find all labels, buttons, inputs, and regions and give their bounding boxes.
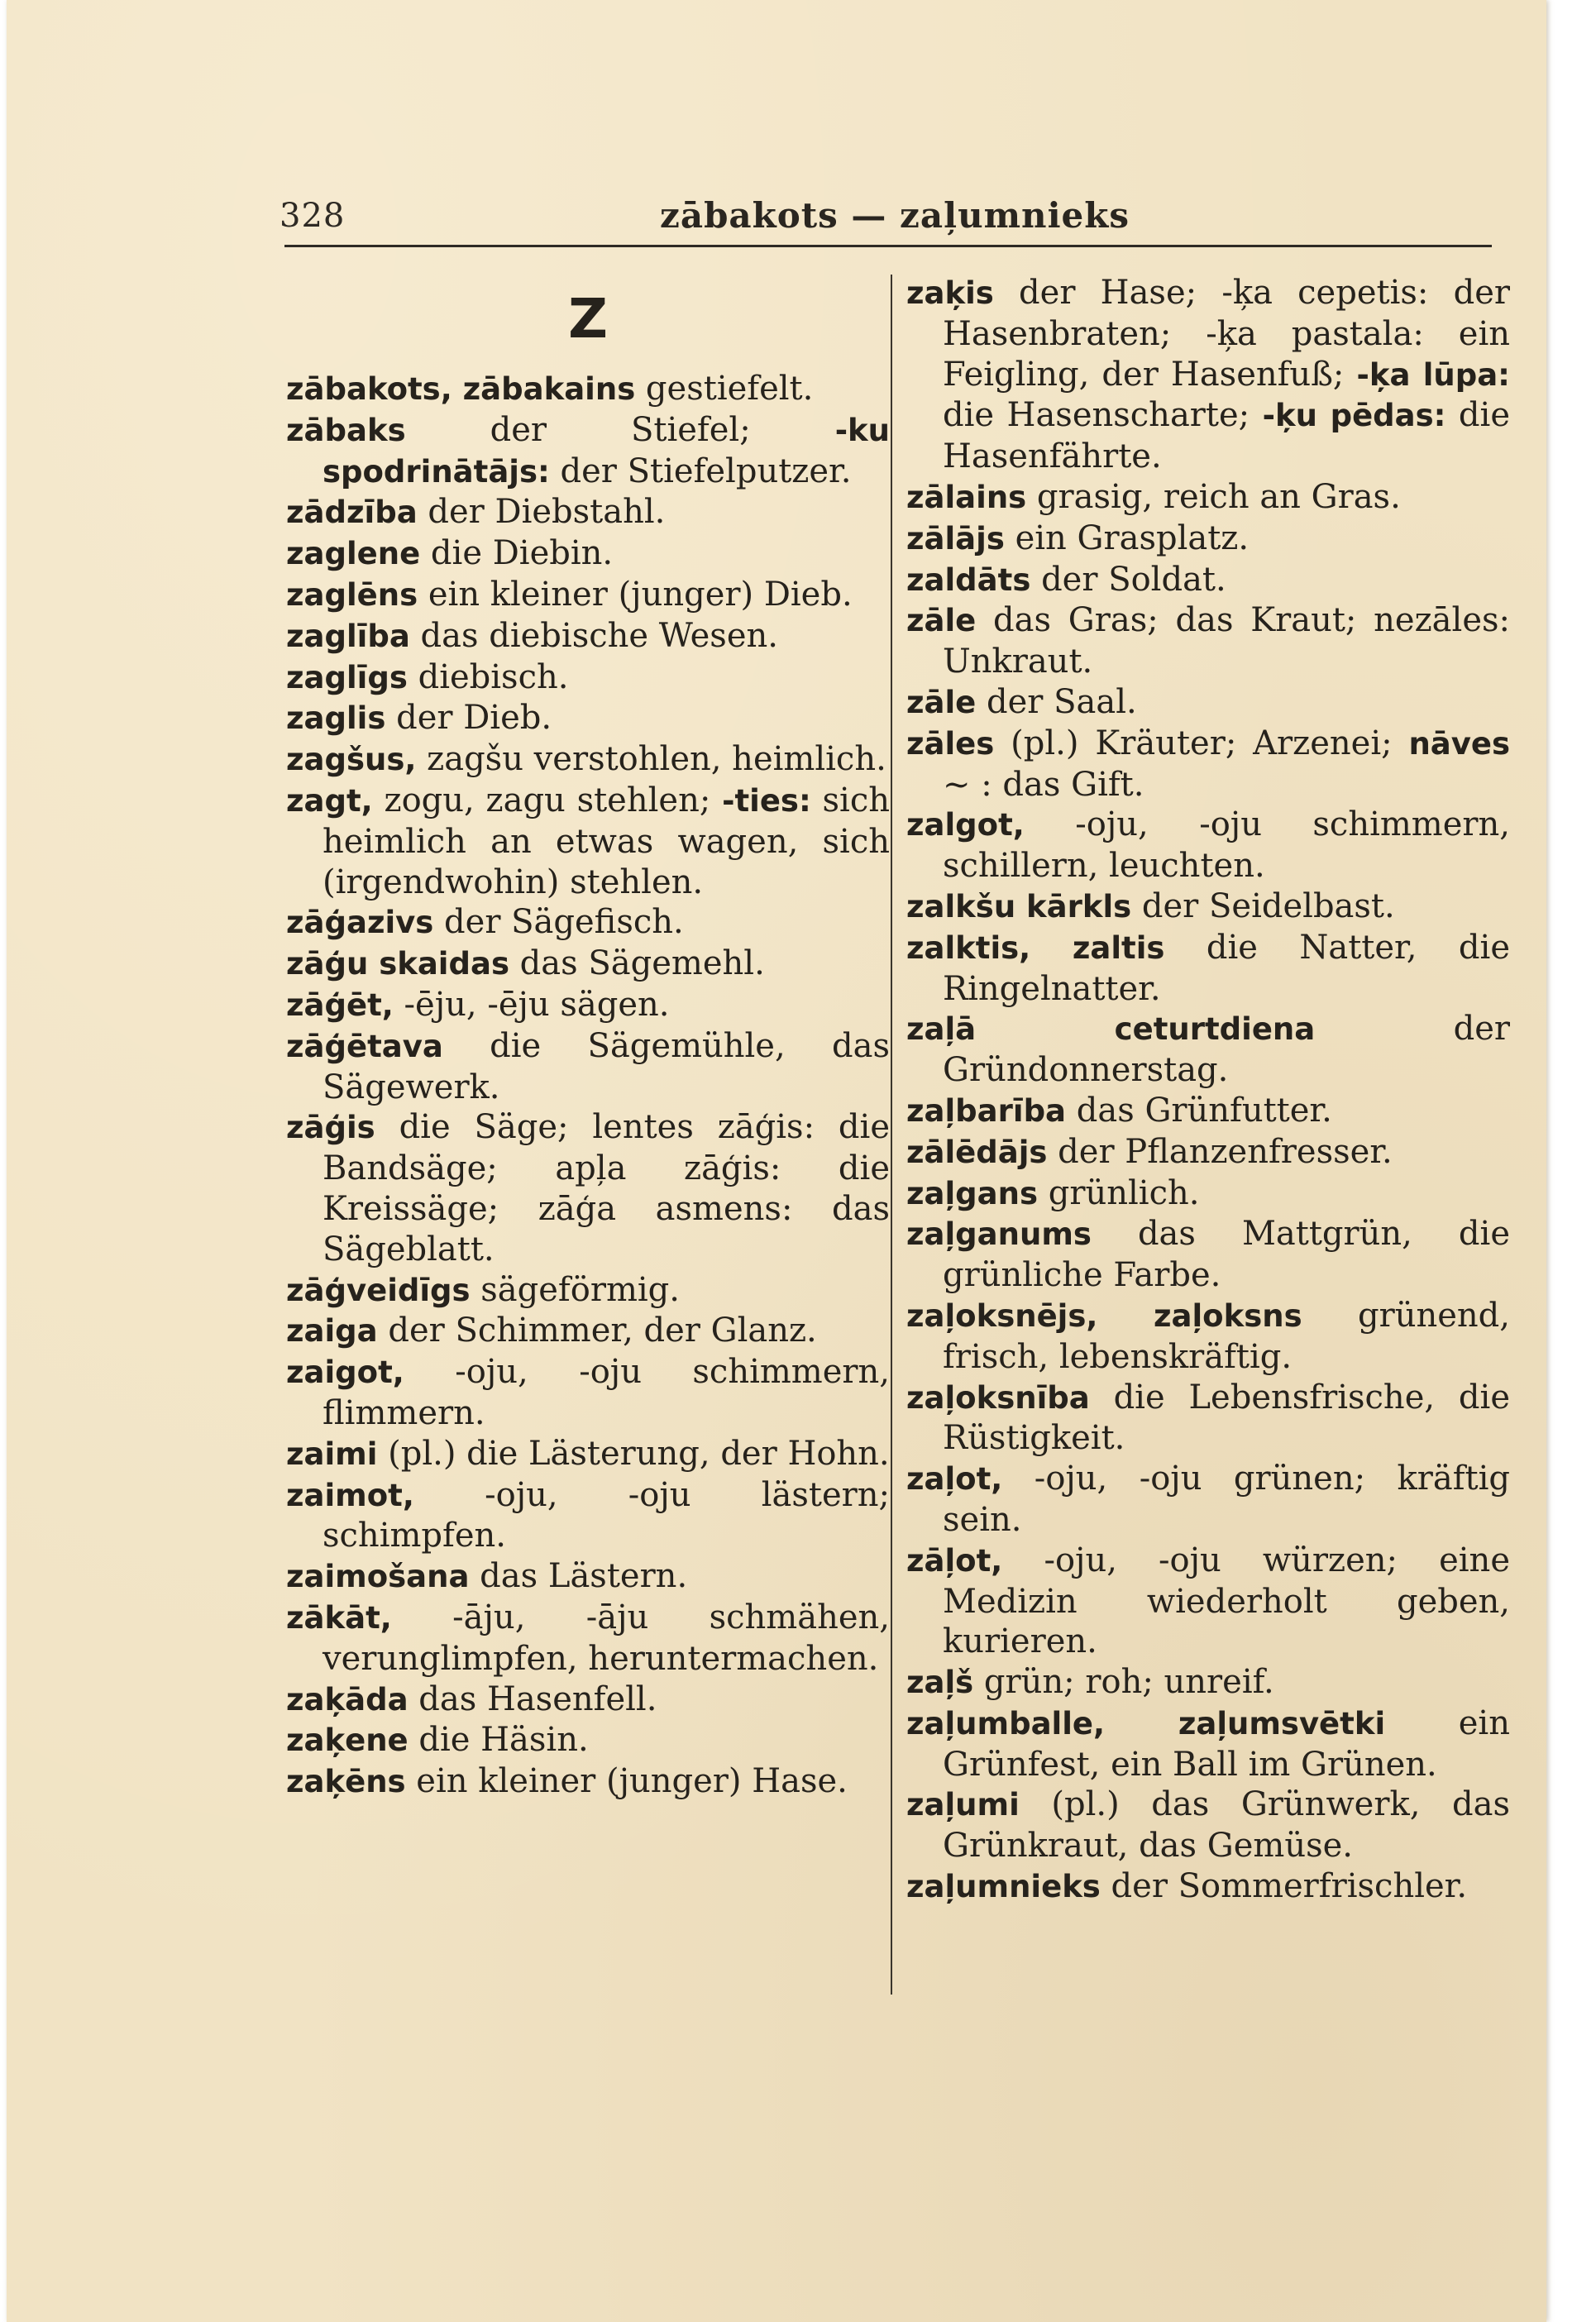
dictionary-entry	[906, 928, 1510, 1010]
entry-headword: zaiga	[286, 1313, 378, 1350]
dictionary-entry	[906, 1784, 1510, 1866]
entry-definition: der Saal.	[976, 682, 1137, 721]
dictionary-entry	[286, 698, 890, 739]
dictionary-entry	[286, 1679, 890, 1721]
dictionary-entry	[286, 944, 890, 985]
entry-definition: gestiefelt.	[635, 370, 814, 408]
entry-definition: ein Grasplatz.	[1004, 518, 1250, 557]
entry-definition: die Sägemühle, das Sägewerk.	[323, 1026, 890, 1106]
entry-definition: die Diebin.	[420, 534, 614, 573]
entry-definition: das Grünfutter.	[1066, 1091, 1332, 1130]
section-letter: Z	[568, 287, 608, 351]
dictionary-entry	[906, 724, 1510, 805]
entry-headword: zādzība	[286, 494, 418, 531]
entry-headword: zaigot,	[286, 1354, 404, 1391]
entry-headword: zaķāda	[286, 1681, 409, 1718]
dictionary-entry	[906, 1662, 1510, 1703]
entry-headword: zaļbarība	[906, 1092, 1067, 1129]
entry-definition: grasig, reich an Gras.	[1026, 477, 1401, 516]
entry-definition: der Soldat.	[1030, 560, 1226, 599]
dictionary-entry	[286, 575, 890, 616]
header-rule	[284, 245, 1492, 247]
entry-headword: zālājs	[906, 520, 1005, 557]
entry-headword: zāģu skaidas	[286, 946, 509, 982]
entry-definition: das Gras; das Kraut; nezāles: Unkraut.	[943, 601, 1510, 681]
entry-definition: ein Grünfest, ein Ball im Grünen.	[943, 1703, 1510, 1784]
entry-definition: der Sommerfrischler.	[1100, 1867, 1468, 1906]
dictionary-entry	[906, 600, 1510, 682]
dictionary-entry	[286, 1761, 890, 1803]
dictionary-entry	[906, 1703, 1510, 1785]
dictionary-entry	[906, 1541, 1510, 1662]
entry-headword: zaļoksnība	[906, 1379, 1090, 1416]
dictionary-entry	[286, 410, 890, 493]
dictionary-entry	[286, 1352, 890, 1434]
entry-definition: der Gründonnerstag.	[943, 1010, 1510, 1090]
entry-definition: sich heimlich an etwas wagen, sich (irgendwohin) stehlen.	[323, 781, 891, 901]
entry-definition: -oju, -oju lästern; schimpfen.	[323, 1475, 890, 1555]
page-number: 328	[280, 197, 346, 235]
dictionary-entry	[286, 739, 890, 781]
entry-headword: zaļgans	[906, 1175, 1039, 1211]
right-column	[906, 273, 1510, 1908]
entry-headword: zāļot,	[906, 1542, 1003, 1579]
entry-headword: zāģis	[286, 1110, 375, 1146]
entry-headword: zaglis	[286, 700, 386, 737]
entry-definition: die Lebensfrische, die Rüstigkeit.	[943, 1378, 1510, 1458]
entry-definition: ein kleiner (junger) Hase.	[405, 1762, 848, 1801]
entry-definition: das Mattgrün, die grünliche Farbe.	[943, 1215, 1510, 1295]
entry-definition: zogu, zagu stehlen;	[372, 781, 723, 819]
dictionary-entry	[286, 533, 890, 575]
dictionary-entry	[906, 1296, 1510, 1378]
entry-headword: zaļā ceturtdiena	[906, 1011, 1316, 1048]
dictionary-entry	[906, 1173, 1510, 1215]
entry-headword: zaglene	[286, 536, 421, 572]
dictionary-entry	[286, 1434, 890, 1475]
dictionary-entry	[286, 369, 890, 410]
entry-definition: grünlich.	[1038, 1173, 1200, 1212]
entry-definition: der Dieb.	[385, 699, 552, 738]
dictionary-entry	[286, 902, 890, 944]
entry-definition: die Natter, die Ringelnatter.	[943, 928, 1510, 1008]
entry-headword: -ku spodrinātājs:	[323, 412, 890, 490]
entry-definition: das Sägemehl.	[509, 944, 765, 983]
entry-headword: zalkšu kārkls	[906, 888, 1132, 924]
entry-definition: -āju, -āju schmähen, verunglimpfen, heruntermachen.	[323, 1598, 890, 1678]
dictionary-entry	[906, 518, 1510, 560]
entry-headword: zālēdājs	[906, 1134, 1048, 1170]
entry-definition: der Sägefisch.	[433, 903, 684, 942]
entry-headword: zaglēns	[286, 576, 418, 613]
entry-headword: zaimošana	[286, 1559, 470, 1595]
column-divider	[891, 275, 892, 1995]
dictionary-entry	[286, 985, 890, 1026]
entry-headword: zaķene	[286, 1722, 409, 1759]
entry-headword: zākāt,	[286, 1599, 392, 1636]
dictionary-entry	[286, 1720, 890, 1761]
entry-headword: zābakots, zābakains	[286, 371, 636, 407]
entry-headword: zaļot,	[906, 1461, 1003, 1498]
entry-definition: diebisch.	[407, 657, 569, 696]
dictionary-entry	[906, 1378, 1510, 1460]
entry-headword: zaļumnieks	[906, 1869, 1101, 1905]
dictionary-entry	[906, 1459, 1510, 1541]
entry-headword: -ties:	[722, 782, 811, 819]
dictionary-entry	[906, 560, 1510, 601]
dictionary-entry	[286, 616, 890, 657]
dictionary-entry	[906, 1009, 1510, 1091]
entry-headword: -ķu pēdas:	[1262, 398, 1446, 434]
entry-definition: ~ : das Gift.	[943, 765, 1144, 804]
entry-definition: das Lästern.	[469, 1557, 688, 1596]
entry-headword: zaldāts	[906, 561, 1031, 598]
entry-definition: der Diebstahl.	[417, 493, 666, 532]
dictionary-entry	[906, 273, 1510, 477]
entry-definition: die Häsin.	[408, 1721, 589, 1760]
entry-headword: zāģētava	[286, 1028, 443, 1064]
entry-headword: zaļumi	[906, 1787, 1020, 1823]
dictionary-entry	[286, 1598, 890, 1679]
entry-headword: zābaks	[286, 412, 406, 448]
entry-definition: der Pflanzenfresser.	[1047, 1132, 1393, 1171]
entry-headword: zāle	[906, 684, 977, 720]
dictionary-entry	[906, 1091, 1510, 1132]
entry-definition: der Seidelbast.	[1131, 886, 1395, 925]
left-column	[286, 273, 890, 1803]
entry-definition: das diebische Wesen.	[409, 616, 778, 655]
entry-headword: zāle	[906, 603, 977, 639]
entry-definition: die Säge; lentes zāģis: die Bandsäge; apļa zāģis: die Kreissäge; zāģa asmens: das Sägeblatt.	[323, 1108, 890, 1268]
entry-definition: (pl.) Kräuter; Arzenei;	[994, 724, 1409, 762]
entry-definition: zagšu verstohlen, heimlich.	[416, 740, 886, 779]
entry-definition: (pl.) das Grünwerk, das Grünkraut, das Gemüse.	[943, 1785, 1510, 1866]
entry-headword: zaimot,	[286, 1477, 414, 1513]
entry-definition: die Hasenfährte.	[943, 396, 1510, 476]
entry-definition: sägeförmig.	[470, 1270, 680, 1309]
running-head: zābakots — zaļumnieks	[660, 195, 1130, 236]
entry-headword: zaimi	[286, 1436, 378, 1472]
entry-definition: der Stiefelputzer.	[549, 452, 852, 490]
dictionary-entry	[286, 1556, 890, 1598]
dictionary-entry	[906, 886, 1510, 928]
dictionary-entry	[286, 781, 890, 902]
entry-headword: zaglīgs	[286, 659, 408, 695]
entry-headword: nāves	[1408, 725, 1510, 762]
dictionary-entry	[286, 1026, 890, 1108]
entry-headword: zaķis	[906, 275, 994, 311]
entry-headword: -ķa lūpa:	[1356, 356, 1510, 393]
entry-headword: zagšus,	[286, 742, 417, 778]
entry-headword: zāles	[906, 725, 995, 762]
entry-definition: -oju, -oju grünen; kräftig sein.	[943, 1460, 1510, 1539]
dictionary-entry	[906, 1214, 1510, 1296]
entry-headword: zaļumballe, zaļumsvētki	[906, 1705, 1386, 1742]
entry-definition: die Hasenscharte;	[943, 396, 1263, 435]
entry-definition: das Hasenfell.	[408, 1679, 657, 1718]
dictionary-entry	[906, 805, 1510, 886]
entry-definition: grün; roh; unreif.	[973, 1663, 1274, 1702]
entry-definition: ein kleiner (junger) Dieb.	[418, 575, 853, 614]
dictionary-entry	[906, 682, 1510, 724]
entry-headword: zāģazivs	[286, 905, 434, 941]
entry-definition: -oju, -oju würzen; eine Medizin wiederholt geben, kurieren.	[943, 1541, 1510, 1661]
entry-definition: -oju, -oju schimmern, schillern, leuchten.	[943, 805, 1510, 886]
entry-headword: zaļoksnējs, zaļoksns	[906, 1297, 1302, 1334]
dictionary-entry	[286, 1311, 890, 1352]
dictionary-entry	[286, 657, 890, 699]
entry-headword: zalgot,	[906, 807, 1025, 843]
entry-headword: zālains	[906, 479, 1027, 515]
dictionary-entry	[906, 1866, 1510, 1908]
entry-headword: zaglība	[286, 618, 410, 654]
entry-headword: zāģēt,	[286, 987, 394, 1023]
entry-definition: -oju, -oju schimmern, flimmern.	[323, 1353, 890, 1432]
dictionary-entry	[286, 1270, 890, 1312]
page-sheet	[7, 0, 1546, 2322]
entry-definition: der Schimmer, der Glanz.	[377, 1312, 817, 1350]
entry-definition: der Hase; -ķa cepetis: der Hasenbraten; -ķa pastala: ein Feigling, der Hasenfuß;	[943, 274, 1510, 394]
dictionary-entry	[286, 1475, 890, 1557]
entry-headword: zāģveidīgs	[286, 1272, 471, 1308]
entry-headword: zagt,	[286, 782, 373, 819]
dictionary-entry	[906, 1132, 1510, 1173]
entry-headword: zalktis, zaltis	[906, 929, 1165, 966]
dictionary-entry	[906, 477, 1510, 518]
entry-headword: zaķēns	[286, 1764, 406, 1800]
entry-definition: der Stiefel;	[405, 410, 835, 449]
dictionary-entry	[286, 1107, 890, 1269]
dictionary-entry	[286, 492, 890, 533]
entry-definition: -ēju, -ēju sägen.	[393, 985, 670, 1024]
entry-headword: zaļganums	[906, 1216, 1092, 1253]
entry-definition: grünend, frisch, lebenskräftig.	[943, 1296, 1510, 1376]
entry-headword: zaļš	[906, 1665, 974, 1701]
entry-definition: (pl.) die Lästerung, der Hohn.	[377, 1434, 890, 1473]
